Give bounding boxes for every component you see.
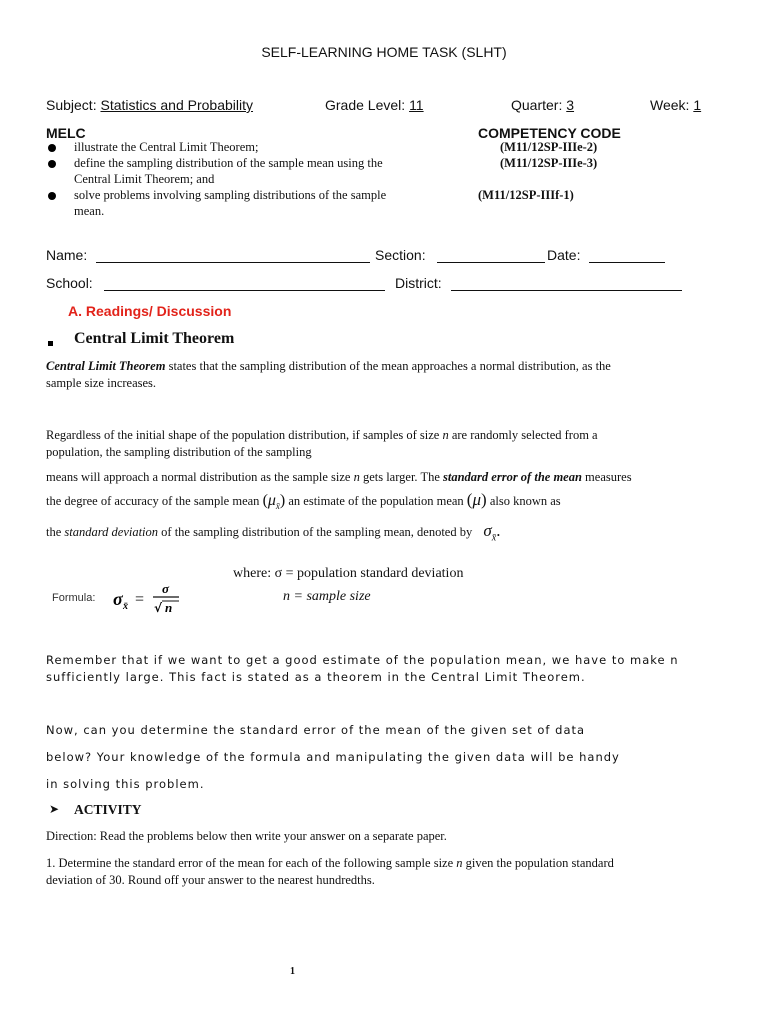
subject-row <box>46 97 253 113</box>
section-field[interactable] <box>437 262 545 263</box>
definition-paragraph <box>46 358 611 392</box>
grade-value: 11 <box>409 97 424 113</box>
grade-label: Grade Level: <box>325 97 406 113</box>
std-dev-text: of the sampling distribution of the sampling mean, denoted by <box>158 525 473 539</box>
bullet-icon <box>48 192 56 200</box>
section-label: Section: <box>375 247 426 263</box>
clt-text: are randomly selected from a <box>448 428 598 442</box>
subject-label: Subject: <box>46 97 97 113</box>
arrow-bullet-icon: ➤ <box>49 802 60 816</box>
svg-text:√: √ <box>154 601 163 615</box>
name-label: Name: <box>46 247 88 263</box>
standard-deviation-term: standard deviation <box>64 525 159 539</box>
formula-expression <box>113 579 183 622</box>
accuracy-text: the degree of accuracy of the sample mean <box>46 494 263 508</box>
formula-label: Formula: <box>52 592 96 604</box>
district-label: District: <box>395 275 442 291</box>
school-field[interactable] <box>104 290 385 291</box>
week-row <box>650 97 701 113</box>
svg-text:σ: σ <box>162 581 170 596</box>
accuracy-text: also known as <box>486 494 561 508</box>
standard-error-term: standard error of the mean <box>443 470 582 484</box>
activity-direction: Direction: Read the problems below then write your answer on a separate paper. <box>46 829 447 843</box>
melc-code-1: (M11/12SP-IIIe-2) <box>500 140 598 154</box>
standard-error-paragraph <box>46 469 632 486</box>
where-line-1: where: σ = population standard deviation <box>233 566 464 581</box>
formula-svg <box>113 579 183 617</box>
clt-text: population, the sampling distribution of the sampling <box>46 445 312 459</box>
date-field[interactable] <box>589 262 665 263</box>
activity-heading: ACTIVITY <box>74 802 142 817</box>
mu-symbol: (μ) <box>466 490 487 509</box>
bullet-icon <box>48 144 56 152</box>
question-1-text: given the population standard <box>462 856 614 870</box>
definition-term: Central Limit Theorem <box>46 359 166 373</box>
now-line-3: in solving this problem. <box>46 777 205 791</box>
competency-code-heading: COMPETENCY CODE <box>478 125 621 141</box>
question-1 <box>46 855 614 889</box>
week-value: 1 <box>693 97 702 113</box>
remember-line-2: sufficiently large. This fact is stated as a theorem in the Central Limit Theorem. <box>46 670 586 684</box>
section-heading-readings: A. Readings/ Discussion <box>68 303 232 319</box>
bullet-icon <box>48 160 56 168</box>
sigma-x-symbol: $\sigma_{x̄}$. <box>483 521 501 544</box>
mu-x-symbol: $(\mu_{x̄})$ <box>262 492 286 512</box>
district-field[interactable] <box>451 290 682 291</box>
melc-item-3: solve problems involving sampling distributions of the sample <box>74 188 387 202</box>
n-variable: n <box>456 856 463 870</box>
quarter-label: Quarter: <box>511 97 563 113</box>
square-bullet-icon <box>48 341 53 346</box>
now-line-1: Now, can you determine the standard error of the mean of the given set of data <box>46 723 586 737</box>
page-title: SELF-LEARNING HOME TASK (SLHT) <box>261 44 507 60</box>
subject-value: Statistics and Probability <box>100 97 254 113</box>
melc-item-2-cont: Central Limit Theorem; and <box>74 172 215 186</box>
question-1-text-2: deviation of 30. Round off your answer to the nearest hundredths. <box>46 873 375 887</box>
melc-item-2: define the sampling distribution of the sample mean using the <box>74 156 383 170</box>
now-line-2: below? Your knowledge of the formula and manipulating the given data will be handy <box>46 750 620 764</box>
accuracy-text: an estimate of the population mean <box>285 494 467 508</box>
where-line-2: n = sample size <box>283 589 371 604</box>
svg-text:n: n <box>165 600 173 615</box>
school-label: School: <box>46 275 93 291</box>
svg-text:x̄: x̄ <box>123 601 128 612</box>
clt-text: Regardless of the initial shape of the population distribution, if samples of size <box>46 428 443 442</box>
std-dev-text: the <box>46 525 65 539</box>
melc-item-1: illustrate the Central Limit Theorem; <box>74 140 259 154</box>
melc-heading: MELC <box>46 125 86 141</box>
topic-heading: Central Limit Theorem <box>74 330 235 347</box>
melc-item-3-cont: mean. <box>74 204 105 218</box>
definition-text-2: sample size increases. <box>46 376 157 390</box>
se-text: measures <box>581 470 632 484</box>
melc-code-2: (M11/12SP-IIIe-3) <box>500 156 598 170</box>
svg-text:=: = <box>135 591 145 608</box>
clt-paragraph <box>46 427 598 461</box>
name-field[interactable] <box>96 262 370 263</box>
melc-code-3: (M11/12SP-IIIf-1) <box>478 188 574 202</box>
std-dev-paragraph <box>46 522 500 546</box>
page-number: 1 <box>290 966 295 977</box>
question-1-text: 1. Determine the standard error of the mean for each of the following sample size <box>46 856 457 870</box>
date-label: Date: <box>547 247 581 263</box>
definition-text: states that the sampling distribution of the mean approaches a normal distribution, as the <box>165 359 611 373</box>
week-label: Week: <box>650 97 690 113</box>
n-variable: n <box>353 470 360 484</box>
quarter-row <box>511 97 574 113</box>
se-text: means will approach a normal distribution as the sample size <box>46 470 354 484</box>
svg-text:σ: σ <box>113 589 123 609</box>
remember-line-1: Remember that if we want to get a good estimate of the population mean, we have to make n <box>46 653 679 667</box>
quarter-value: 3 <box>566 97 575 113</box>
grade-row <box>325 97 424 113</box>
n-variable: n <box>442 428 449 442</box>
accuracy-paragraph <box>46 491 561 515</box>
se-text: gets larger. The <box>359 470 444 484</box>
